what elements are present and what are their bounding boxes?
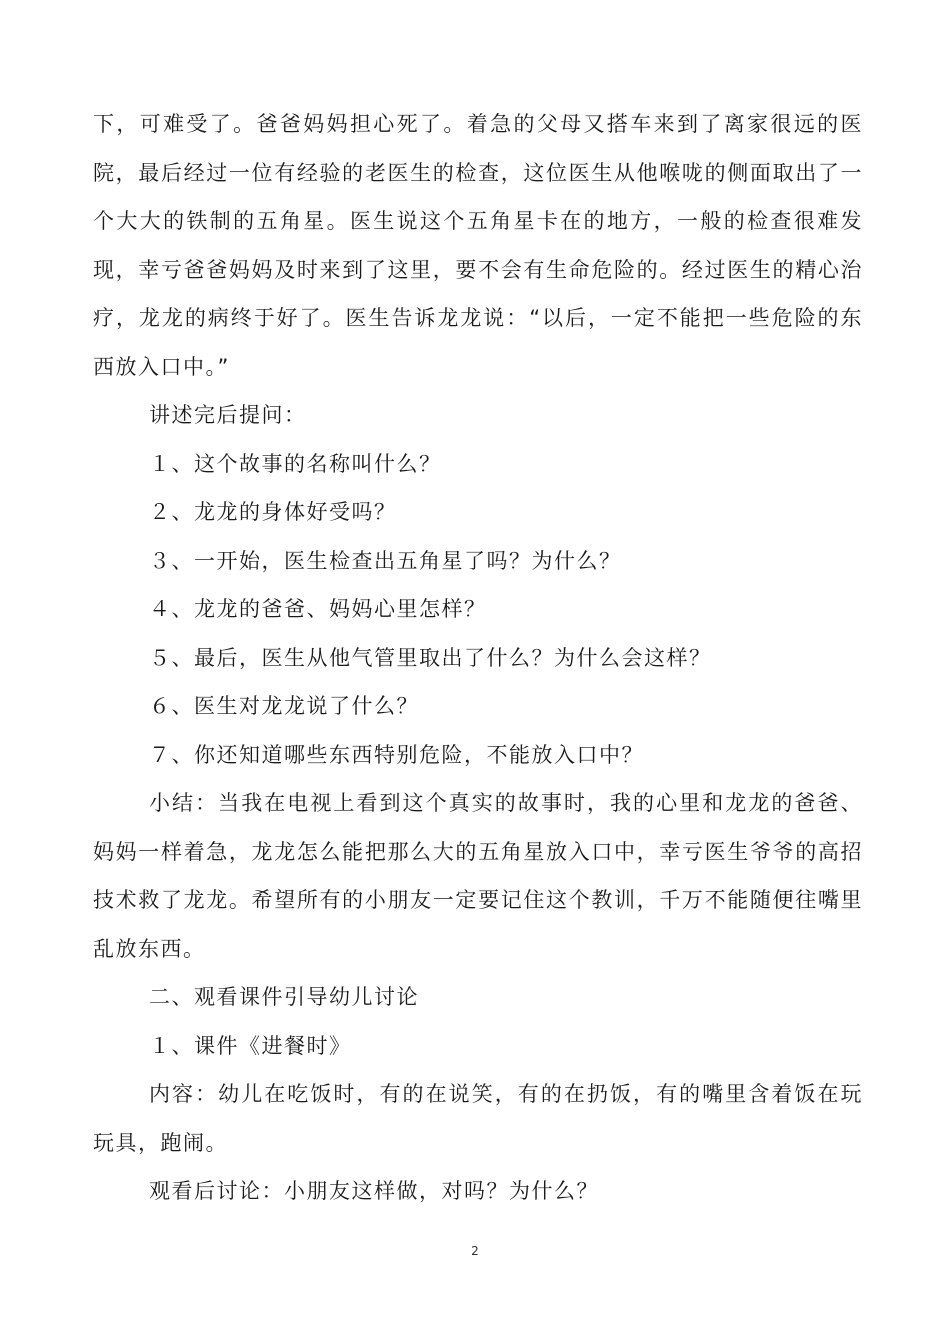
paragraph-section-2 xyxy=(93,973,863,1022)
text-line: 二、观看课件引导幼儿讨论 xyxy=(149,985,419,1009)
paragraph-summary xyxy=(93,779,863,973)
text-line: ４、龙龙的爸爸、妈妈心里怎样？ xyxy=(149,597,487,621)
body-text xyxy=(93,100,863,1216)
text-line: 疗，龙龙的病终于好了。医生告诉龙龙说：“以后，一定不能把一些危险的东 xyxy=(93,306,863,330)
paragraph-q1 xyxy=(93,440,863,489)
paragraph-q4 xyxy=(93,585,863,634)
text-line: １、课件《进餐时》 xyxy=(149,1033,352,1058)
text-line: 内容：幼儿在吃饭时，有的在说笑，有的在扔饭，有的嘴里含着饭在玩 xyxy=(149,1082,863,1106)
text-line: ７、你还知道哪些东西特别危险，不能放入口中？ xyxy=(149,742,644,767)
text-line: 西放入口中。” xyxy=(93,354,230,379)
text-line: 讲述完后提问： xyxy=(149,403,307,427)
paragraph-q2 xyxy=(93,488,863,537)
paragraph-discussion xyxy=(93,1167,863,1216)
paragraph-q3 xyxy=(93,537,863,586)
text-line: 下，可难受了。爸爸妈妈担心死了。着急的父母又搭车来到了离家很远的医 xyxy=(93,112,863,136)
text-line: 现，幸亏爸爸妈妈及时来到了这里，要不会有生命危险的。经过医生的精心治 xyxy=(93,257,863,282)
text-line: ２、龙龙的身体好受吗？ xyxy=(149,500,397,524)
text-line: 个大大的铁制的五角星。医生说这个五角星卡在的地方，一般的检查很难发 xyxy=(93,209,863,233)
paragraph-q6 xyxy=(93,682,863,731)
text-line: 妈妈一样着急，龙龙怎么能把那么大的五角星放入口中，幸亏医生爷爷的高招 xyxy=(93,839,863,864)
paragraph-ask-intro xyxy=(93,391,863,440)
text-line: 技术救了龙龙。希望所有的小朋友一定要记住这个教训，千万不能随便往嘴里 xyxy=(93,888,863,912)
text-line: ６、医生对龙龙说了什么？ xyxy=(149,694,419,718)
text-line: ３、一开始，医生检查出五角星了吗？为什么？ xyxy=(149,548,622,573)
paragraph-content xyxy=(93,1070,863,1167)
paragraph-q7 xyxy=(93,731,863,780)
paragraph-q5 xyxy=(93,634,863,683)
text-line: 玩具，跑闹。 xyxy=(93,1130,228,1155)
text-line: ５、最后，医生从他气管里取出了什么？为什么会这样？ xyxy=(149,645,712,670)
paragraph-courseware-1 xyxy=(93,1022,863,1071)
page-number: 2 xyxy=(471,1244,479,1258)
text-line: １、这个故事的名称叫什么？ xyxy=(149,451,442,476)
text-line: 观看后讨论：小朋友这样做，对吗？为什么？ xyxy=(149,1179,599,1203)
text-line: 小结：当我在电视上看到这个真实的故事时，我的心里和龙龙的爸爸、 xyxy=(149,791,863,815)
text-line: 院，最后经过一位有经验的老医生的检查，这位医生从他喉咙的侧面取出了一 xyxy=(93,160,863,185)
text-line: 乱放东西。 xyxy=(93,936,206,961)
paragraph-story-end xyxy=(93,100,863,391)
